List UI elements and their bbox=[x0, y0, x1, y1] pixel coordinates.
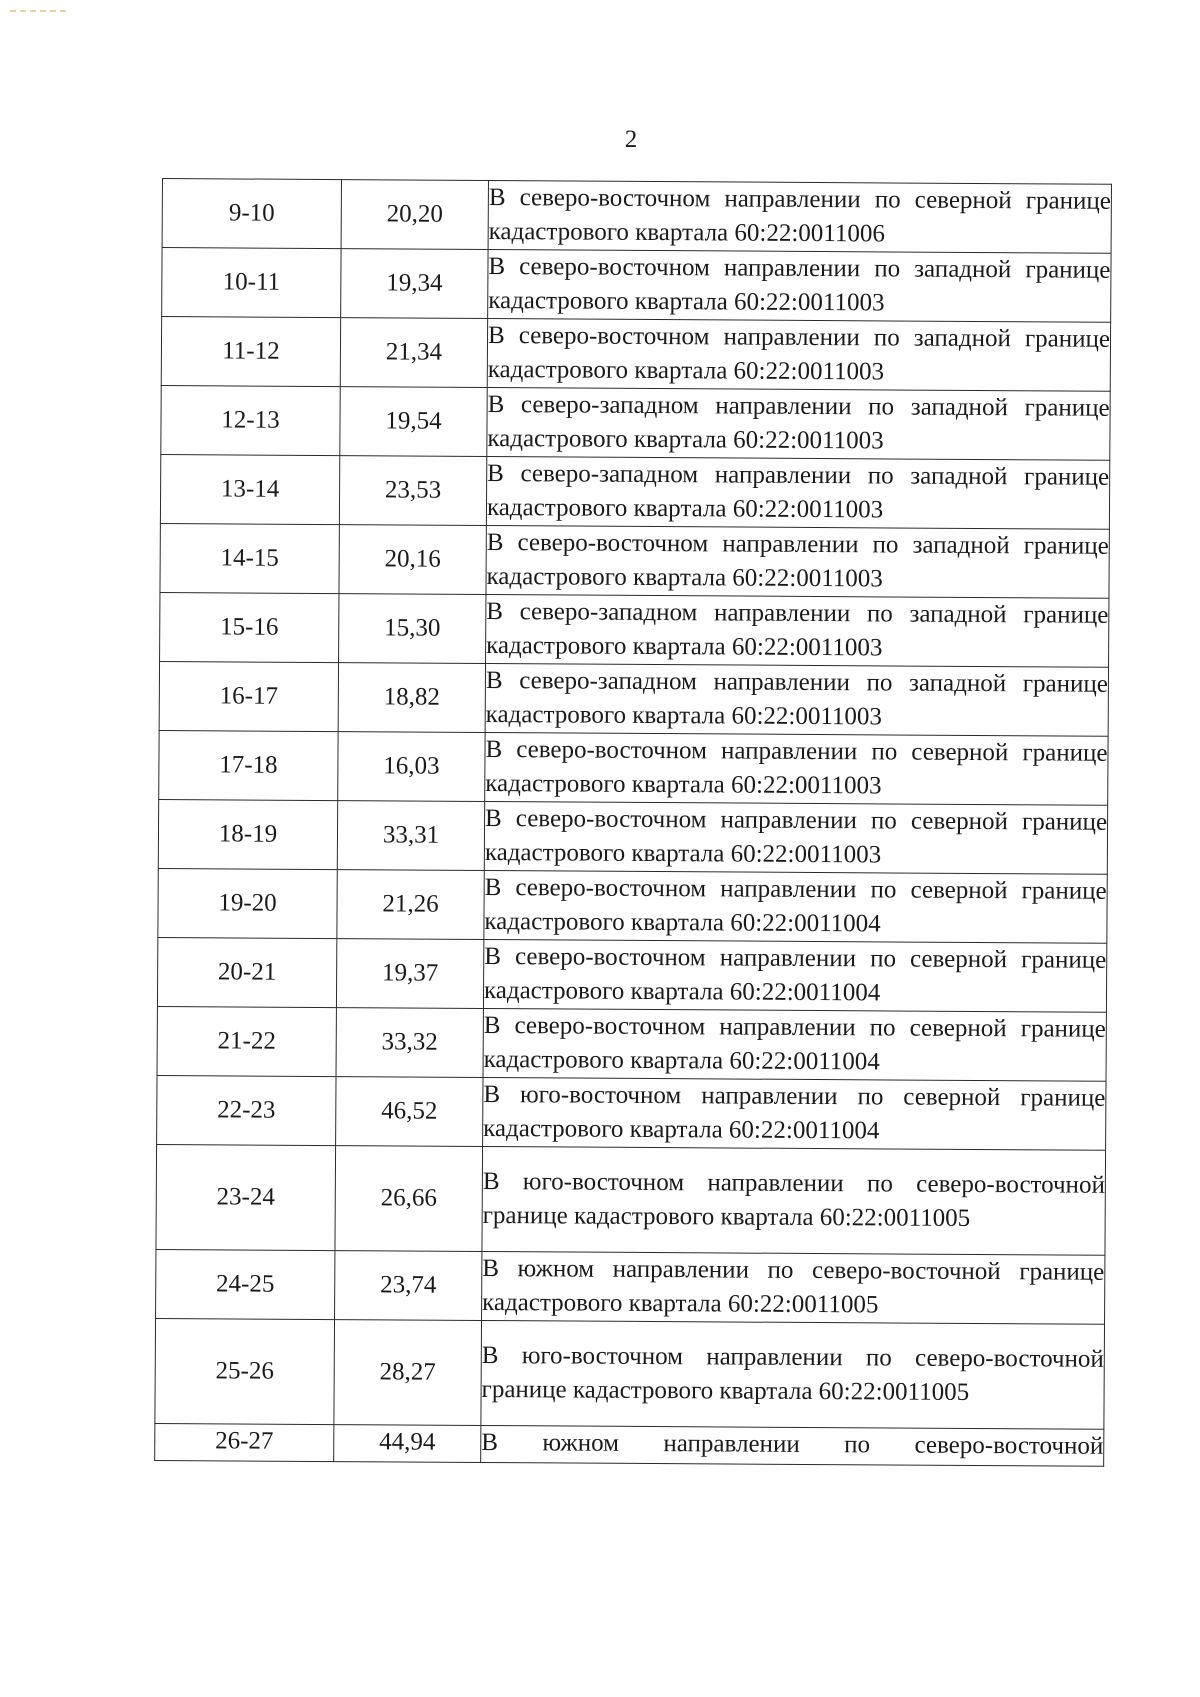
length-cell: 23,53 bbox=[339, 456, 486, 526]
table-row bbox=[156, 1144, 1106, 1255]
length-cell: 21,26 bbox=[337, 870, 484, 940]
description-cell: В южном направлении по северо-восточной bbox=[481, 1425, 1104, 1466]
table-row bbox=[157, 1006, 1106, 1081]
description-cell: В юго-восточном направлении по северной границе кадастрового квартала 60:22:0011004 bbox=[483, 1077, 1106, 1150]
description-cell: В северо-восточном направлении по северной границе кадастрового квартала 60:22:0011006 bbox=[488, 180, 1111, 253]
description-cell: В южном направлении по северо-восточной границе кадастрового квартала 60:22:0011005 bbox=[482, 1251, 1105, 1324]
length-cell: 20,16 bbox=[339, 525, 486, 595]
segment-cell: 13-14 bbox=[160, 454, 339, 524]
length-cell: 46,52 bbox=[336, 1077, 483, 1147]
segment-cell: 9-10 bbox=[162, 179, 341, 249]
length-cell: 19,54 bbox=[340, 387, 487, 457]
length-cell: 26,66 bbox=[335, 1146, 483, 1252]
length-cell: 20,20 bbox=[341, 180, 488, 250]
table-row bbox=[162, 248, 1111, 323]
segment-cell: 18-19 bbox=[158, 799, 337, 869]
table-row bbox=[155, 1318, 1105, 1429]
length-cell: 33,31 bbox=[337, 801, 484, 871]
table-row bbox=[159, 661, 1108, 736]
table-row bbox=[160, 454, 1109, 529]
segment-cell: 24-25 bbox=[156, 1249, 335, 1319]
scan-artifact bbox=[10, 10, 68, 12]
length-cell: 23,74 bbox=[335, 1251, 482, 1321]
segment-cell: 14-15 bbox=[160, 523, 339, 593]
length-cell: 33,32 bbox=[336, 1008, 483, 1078]
segment-cell: 11-12 bbox=[161, 317, 340, 387]
length-cell: 21,34 bbox=[340, 318, 487, 388]
segment-cell: 17-18 bbox=[159, 730, 338, 800]
segment-cell: 10-11 bbox=[162, 248, 341, 318]
description-cell: В юго-восточном направлении по северо-восточной границе кадастрового квартала 60:22:0011005 bbox=[482, 1146, 1106, 1255]
table-row bbox=[160, 523, 1109, 598]
table-row bbox=[157, 1075, 1106, 1150]
segment-cell: 23-24 bbox=[156, 1144, 336, 1250]
table-row bbox=[158, 799, 1107, 874]
description-cell: В северо-восточном направлении по северной границе кадастрового квартала 60:22:0011003 bbox=[484, 801, 1107, 874]
description-cell: В северо-восточном направлении по западной границе кадастрового квартала 60:22:0011003 bbox=[488, 249, 1111, 322]
description-cell: В северо-западном направлении по западной границе кадастрового квартала 60:22:0011003 bbox=[486, 456, 1109, 529]
table-row bbox=[155, 1423, 1104, 1466]
table-row bbox=[157, 937, 1106, 1012]
description-cell: В северо-восточном направлении по западной границе кадастрового квартала 60:22:0011003 bbox=[486, 525, 1109, 598]
description-cell: В северо-западном направлении по западной границе кадастрового квартала 60:22:0011003 bbox=[486, 594, 1109, 667]
table-row bbox=[161, 317, 1110, 392]
segment-cell: 19-20 bbox=[158, 868, 337, 938]
description-cell: В северо-восточном направлении по северной границе кадастрового квартала 60:22:0011004 bbox=[483, 939, 1106, 1012]
length-cell: 19,37 bbox=[336, 939, 483, 1009]
segment-cell: 20-21 bbox=[157, 937, 336, 1007]
segment-cell: 16-17 bbox=[159, 661, 338, 731]
table-row bbox=[159, 730, 1108, 805]
table-row bbox=[161, 385, 1110, 460]
segment-cell: 12-13 bbox=[161, 385, 340, 455]
length-cell: 44,94 bbox=[334, 1425, 481, 1463]
segment-cell: 26-27 bbox=[155, 1423, 334, 1461]
description-cell: В северо-восточном направлении по северной границе кадастрового квартала 60:22:0011003 bbox=[485, 732, 1108, 805]
table-row bbox=[158, 868, 1107, 943]
description-cell: В юго-восточном направлении по северо-восточной границе кадастрового квартала 60:22:0011005 bbox=[481, 1320, 1105, 1429]
table-row bbox=[160, 592, 1109, 667]
description-cell: В северо-восточном направлении по западной границе кадастрового квартала 60:22:0011003 bbox=[487, 318, 1110, 391]
table-row bbox=[162, 179, 1111, 254]
segment-cell: 15-16 bbox=[160, 592, 339, 662]
segment-cell: 21-22 bbox=[157, 1006, 336, 1076]
description-cell: В северо-западном направлении по западной границе кадастрового квартала 60:22:0011003 bbox=[487, 387, 1110, 460]
length-cell: 16,03 bbox=[338, 732, 485, 802]
segment-cell: 25-26 bbox=[155, 1318, 335, 1424]
page-number: 2 bbox=[624, 126, 638, 153]
length-cell: 18,82 bbox=[338, 663, 485, 733]
description-cell: В северо-восточном направлении по северной границе кадастрового квартала 60:22:0011004 bbox=[484, 870, 1107, 943]
description-cell: В северо-западном направлении по западной границе кадастрового квартала 60:22:0011003 bbox=[485, 663, 1108, 736]
length-cell: 15,30 bbox=[339, 594, 486, 664]
description-cell: В северо-восточном направлении по северной границе кадастрового квартала 60:22:0011004 bbox=[483, 1008, 1106, 1081]
length-cell: 19,34 bbox=[341, 249, 488, 319]
length-cell: 28,27 bbox=[334, 1320, 482, 1426]
boundary-description-table bbox=[154, 178, 1112, 1467]
segment-cell: 22-23 bbox=[157, 1075, 336, 1145]
table-row bbox=[156, 1249, 1105, 1324]
